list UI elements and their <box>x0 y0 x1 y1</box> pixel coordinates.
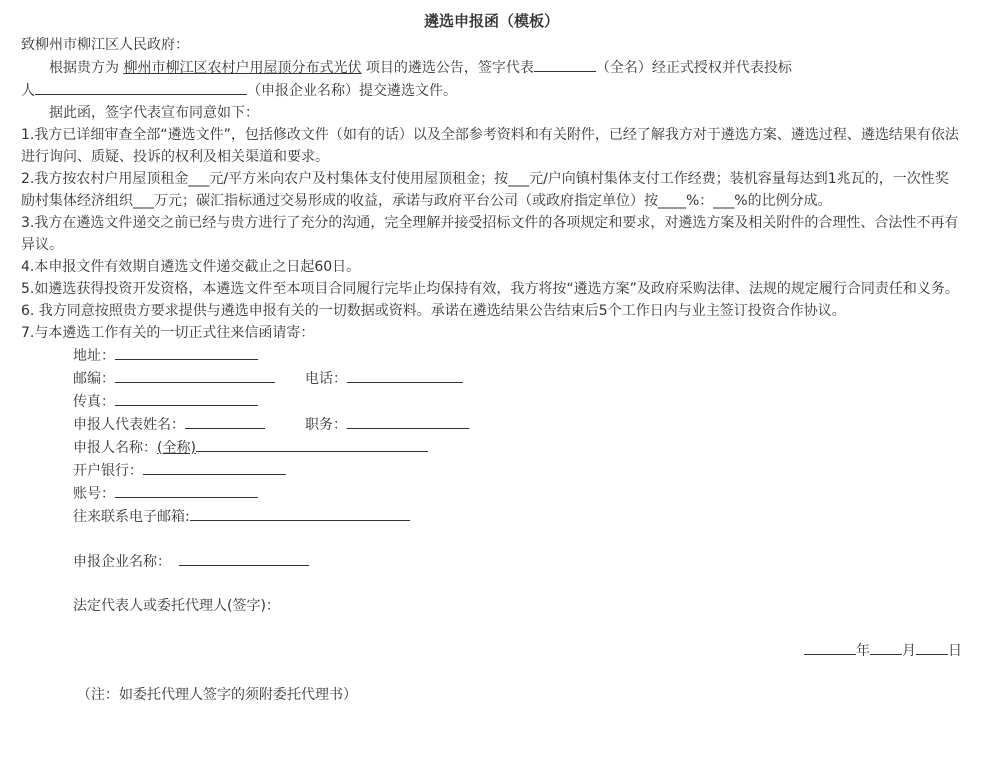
applicant-name-label: 申报人名称： <box>73 440 157 456</box>
spacer <box>21 528 962 550</box>
date-row <box>21 639 962 662</box>
bank-input[interactable] <box>143 459 286 475</box>
postcode-label: 邮编： <box>73 371 115 387</box>
bank-row <box>21 459 962 482</box>
rep-position-row <box>21 413 962 436</box>
address-label: 地址： <box>73 348 115 364</box>
intro-line2-prefix: 人 <box>21 83 35 99</box>
signature-label: 法定代表人或委托代理人(签字)： <box>73 598 280 614</box>
applicant-name-hint: (全称) <box>157 440 196 456</box>
item-5: 5.如遴选获得投资开发资格，本遴选文件至本项目合同履行完毕止均保持有效，我方将按“遴选方案”及政府采购法律、法规的规定履行合同责任和义务。 <box>21 281 959 297</box>
item-6: 6. 我方同意按照贵方要求提供与遴选申报有关的一切数据或资料。承诺在遴选结果公告结束后5个工作日内与业主签订投资合作协议。 <box>21 303 846 319</box>
month-input[interactable] <box>870 639 902 655</box>
signatory-blank[interactable] <box>534 56 596 72</box>
recipient-line: 致柳州市柳江区人民政府： <box>21 37 189 53</box>
postcode-phone-row <box>21 367 962 390</box>
footnote: （注：如委托代理人签字的须附委托代理书） <box>77 687 357 703</box>
item-2: 2.我方按农村户用屋顶租金___元/平方米向农户及村集体支付使用屋顶租金；按___元/户向镇村集体支付工作经费；装机容量每达到1兆瓦的，一次性奖励村集体经济组织___万元；碳汇指标通过交易形成的收益，承诺与政府平台公司（或政府指定单位）按____%：___%的比例分成。 <box>21 171 949 209</box>
month-label: 月 <box>902 643 916 659</box>
company-name-input[interactable] <box>179 550 309 566</box>
position-input[interactable] <box>347 413 469 429</box>
spacer <box>21 617 962 639</box>
item-3: 3.我方在遴选文件递交之前已经与贵方进行了充分的沟通，完全理解并接受招标文件的各项规定和要求，对遴选方案及相关附件的合理性、合法性不再有异议。 <box>21 215 959 253</box>
phone-label: 电话： <box>305 371 347 387</box>
company-row <box>21 550 962 573</box>
company-name-label: 申报企业名称： <box>73 554 171 570</box>
address-input[interactable] <box>115 344 258 360</box>
spacer <box>21 662 962 684</box>
intro-suffix: 项目的遴选公告，签字代表 <box>365 60 534 76</box>
applicant-name-input[interactable] <box>196 436 428 452</box>
signature-row <box>21 595 962 617</box>
intro-line-1 <box>21 56 962 79</box>
address-row <box>21 344 962 367</box>
bank-label: 开户银行： <box>73 463 143 479</box>
company-blank[interactable] <box>35 79 247 95</box>
spacer <box>21 573 962 595</box>
intro-line-2 <box>21 79 962 102</box>
project-name: 柳州市柳江区农村户用屋顶分布式光伏 <box>123 60 362 76</box>
account-row <box>21 482 962 505</box>
phone-input[interactable] <box>347 367 463 383</box>
fax-label: 传真： <box>73 394 115 410</box>
rep-name-label: 申报人代表姓名： <box>73 417 185 433</box>
email-label: 往来联系电子邮箱: <box>73 509 190 525</box>
year-input[interactable] <box>804 639 856 655</box>
fullname-label: （全名）经正式授权并代表投标 <box>595 60 792 76</box>
postcode-input[interactable] <box>115 367 275 383</box>
email-input[interactable] <box>190 505 410 521</box>
account-label: 账号： <box>73 486 115 502</box>
fax-input[interactable] <box>115 390 258 406</box>
rep-name-input[interactable] <box>185 413 265 429</box>
company-label: （申报企业名称）提交遴选文件。 <box>247 83 457 99</box>
applicant-name-row <box>21 436 962 459</box>
item-1: 1.我方已详细审查全部“遴选文件”，包括修改文件（如有的话）以及全部参考资料和有关附件，已经了解我方对于遴选方案、遴选过程、遴选结果有依法进行询问、质疑、投诉的权利及相关渠道和要求。 <box>21 127 959 165</box>
account-input[interactable] <box>115 482 258 498</box>
declare-line: 据此函，签字代表宣布同意如下： <box>49 105 259 121</box>
day-input[interactable] <box>916 639 948 655</box>
item-7: 7.与本遴选工作有关的一切正式往来信函请寄： <box>21 325 315 341</box>
page-title: 遴选申报函（模板） <box>423 12 559 30</box>
item-4: 4.本申报文件有效期自遴选文件递交截止之日起60日。 <box>21 259 361 275</box>
postcode-field <box>73 367 305 390</box>
fax-row <box>21 390 962 413</box>
email-row <box>21 505 962 528</box>
position-label: 职务： <box>305 417 347 433</box>
intro-prefix: 根据贵方为 <box>49 60 119 76</box>
year-label: 年 <box>856 643 870 659</box>
rep-name-field <box>73 413 305 436</box>
day-label: 日 <box>948 643 962 659</box>
